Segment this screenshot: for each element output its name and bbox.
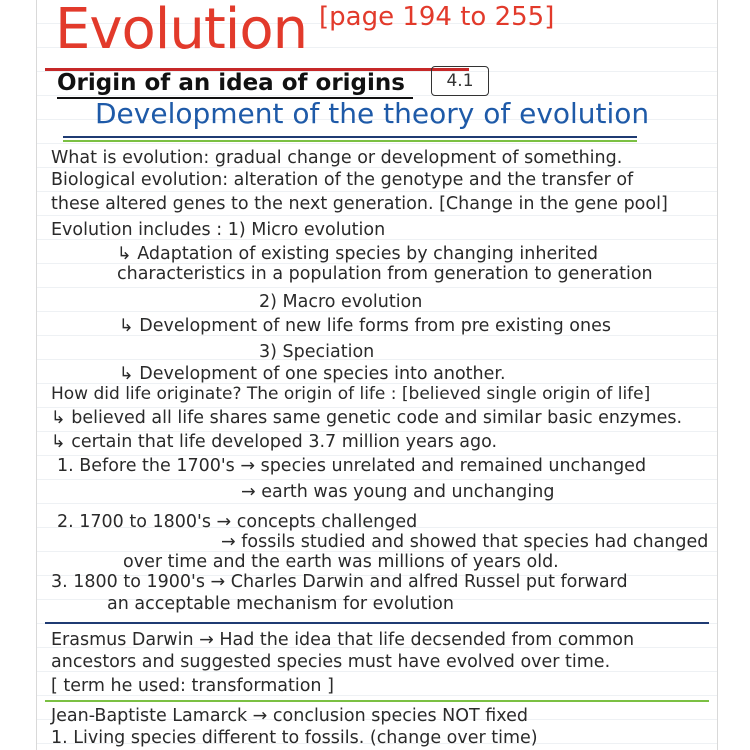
line-8: ↳ Development of new life forms from pre existing ones	[119, 316, 611, 336]
line-18: over time and the earth was millions of years old.	[123, 552, 559, 572]
line-1: What is evolution: gradual change or development of something.	[51, 148, 623, 168]
line-17: → fossils studied and showed that species had changed	[221, 532, 709, 552]
section-heading: Origin of an idea of origins	[57, 70, 405, 96]
line-25: 1. Living species different to fossils. (change over time)	[51, 728, 538, 748]
line-9: 3) Speciation	[259, 342, 375, 362]
line-15: → earth was young and unchanging	[241, 482, 555, 502]
line-11: How did life originate? The origin of life : [believed single origin of life]	[51, 384, 651, 404]
green-rule	[45, 700, 709, 702]
line-16: 2. 1700 to 1800's → concepts challenged	[57, 512, 418, 532]
line-7: 2) Macro evolution	[259, 292, 423, 312]
subheading-underline-green	[63, 140, 637, 142]
line-10: ↳ Development of one species into another.	[119, 364, 506, 384]
section-number-box	[431, 66, 489, 96]
line-3: these altered genes to the next generation. [Change in the gene pool]	[51, 194, 668, 214]
subheading-underline	[63, 136, 637, 138]
line-12: ↳ believed all life shares same genetic code and similar basic enzymes.	[51, 408, 683, 428]
line-24: Jean-Baptiste Lamarck → conclusion species NOT fixed	[51, 706, 528, 726]
page-title: Evolution	[55, 0, 308, 62]
line-4: Evolution includes : 1) Micro evolution	[51, 220, 386, 240]
line-21: Erasmus Darwin → Had the idea that life decsended from common	[51, 630, 635, 650]
line-6: characteristics in a population from generation to generation	[117, 264, 653, 284]
notebook-page	[36, 0, 718, 750]
line-13: ↳ certain that life developed 3.7 million years ago.	[51, 432, 498, 452]
line-22: ancestors and suggested species must have evolved over time.	[51, 652, 611, 672]
line-19: 3. 1800 to 1900's → Charles Darwin and alfred Russel put forward	[51, 572, 628, 592]
line-14: 1. Before the 1700's → species unrelated and remained unchanged	[57, 456, 647, 476]
line-23: [ term he used: transformation ]	[51, 676, 334, 696]
line-20: an acceptable mechanism for evolution	[107, 594, 454, 614]
line-5: ↳ Adaptation of existing species by changing inherited	[117, 244, 599, 264]
navy-rule	[45, 622, 709, 624]
page-range: [page 194 to 255]	[319, 2, 555, 32]
subheading: Development of the theory of evolution	[95, 97, 650, 130]
line-2: Biological evolution: alteration of the genotype and the transfer of	[51, 170, 634, 190]
section-number: 4.1	[446, 71, 474, 91]
